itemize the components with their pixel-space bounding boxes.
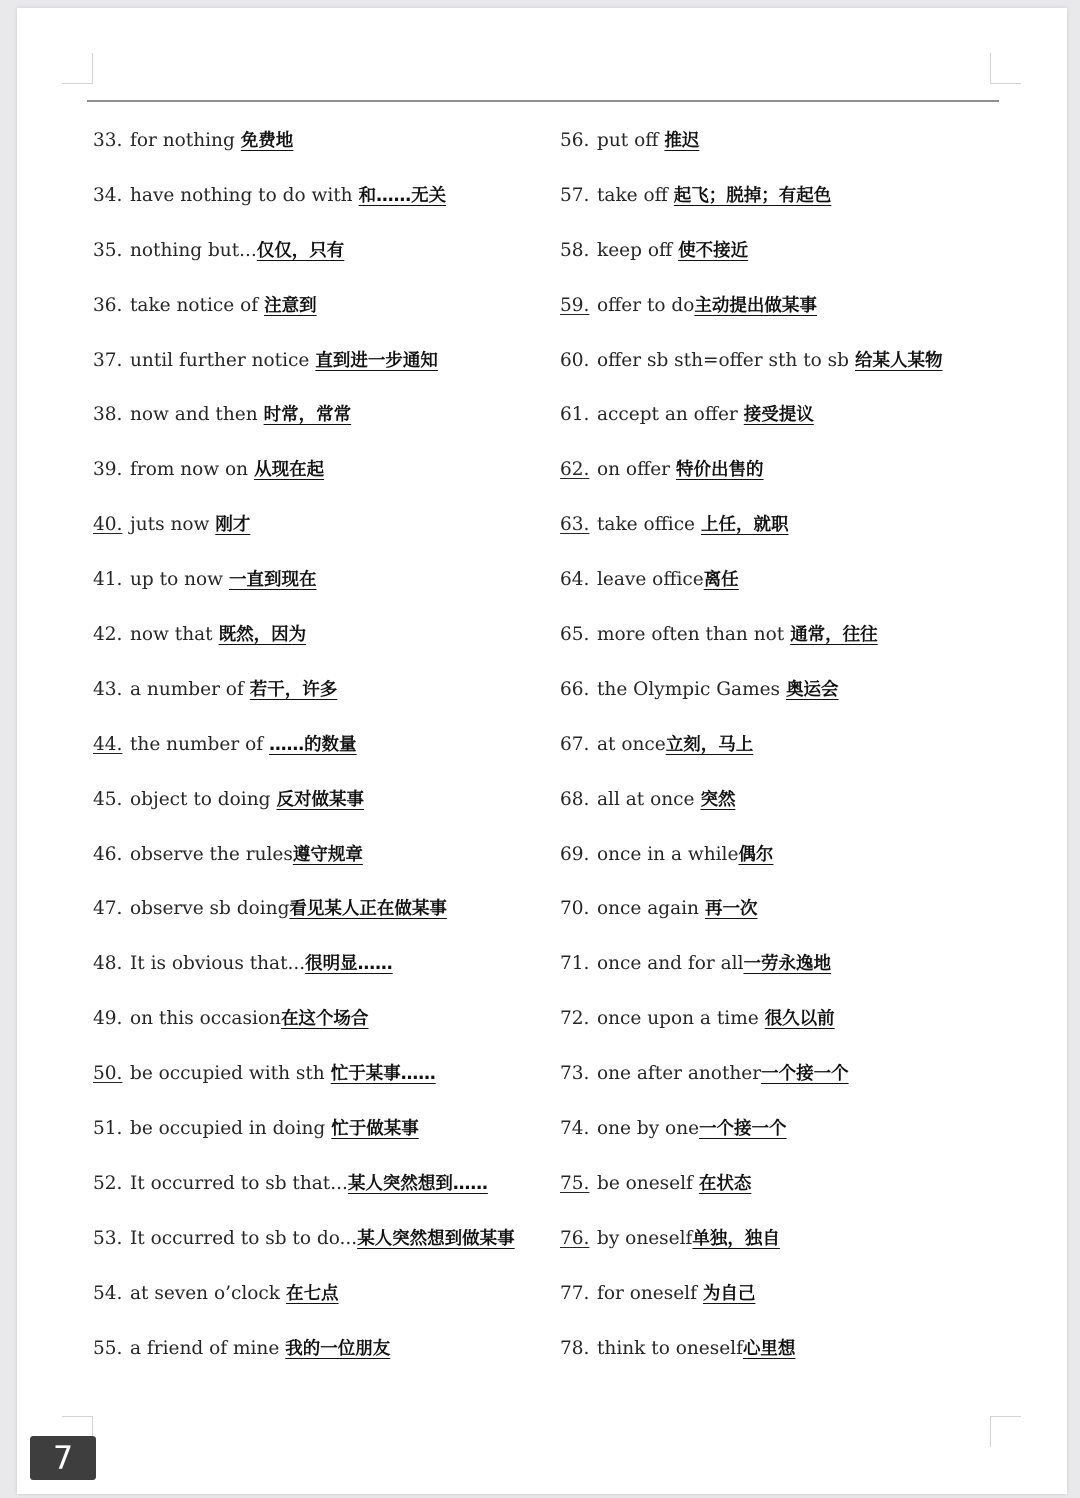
entry-number: 50. bbox=[93, 1063, 123, 1085]
english-phrase: observe sb doing bbox=[130, 898, 290, 920]
entry-number: 57. bbox=[560, 184, 590, 206]
english-phrase: up to now bbox=[130, 569, 223, 591]
english-phrase: take notice of bbox=[130, 294, 259, 316]
phrase-entry bbox=[560, 992, 1030, 1047]
phrase-entry bbox=[560, 1102, 1030, 1157]
chinese-meaning: 一个接一个 bbox=[699, 1119, 787, 1140]
phrase-entry bbox=[560, 1212, 1030, 1267]
chinese-meaning: 再一次 bbox=[704, 899, 758, 920]
english-phrase: by oneself bbox=[597, 1227, 693, 1249]
phrase-entry bbox=[560, 224, 1030, 279]
entry-number: 76. bbox=[560, 1227, 590, 1249]
entry-number: 44. bbox=[93, 733, 123, 755]
document-page bbox=[17, 8, 1067, 1494]
english-phrase: juts now bbox=[130, 514, 210, 536]
chinese-meaning: 很明显…… bbox=[305, 954, 393, 975]
english-phrase: once again bbox=[597, 898, 699, 920]
english-phrase: observe the rules bbox=[130, 843, 293, 865]
english-phrase: the number of bbox=[130, 733, 264, 755]
entry-number: 68. bbox=[560, 788, 590, 810]
header-rule bbox=[87, 100, 999, 102]
phrase-entry bbox=[560, 498, 1030, 553]
phrase-entry bbox=[93, 937, 563, 992]
entry-number: 78. bbox=[560, 1337, 590, 1359]
phrase-entry bbox=[93, 334, 563, 389]
phrase-entry bbox=[560, 279, 1030, 334]
chinese-meaning: 刚才 bbox=[215, 515, 251, 536]
entry-number: 37. bbox=[93, 349, 123, 371]
english-phrase: one after another bbox=[597, 1063, 762, 1085]
phrase-entry bbox=[560, 718, 1030, 773]
english-phrase: now that bbox=[130, 624, 213, 646]
chinese-meaning: 在状态 bbox=[698, 1173, 752, 1194]
phrase-entry bbox=[560, 663, 1030, 718]
chinese-meaning: 为自己 bbox=[702, 1283, 756, 1304]
entry-number: 45. bbox=[93, 788, 123, 810]
entry-number: 62. bbox=[560, 459, 590, 481]
chinese-meaning: 心里想 bbox=[742, 1338, 796, 1359]
chinese-meaning: 某人突然想到…… bbox=[347, 1173, 488, 1194]
entry-number: 69. bbox=[560, 843, 590, 865]
phrase-entry bbox=[93, 1157, 563, 1212]
entry-number: 36. bbox=[93, 294, 123, 316]
phrase-entry bbox=[93, 169, 563, 224]
phrase-entry bbox=[560, 443, 1030, 498]
english-phrase: a friend of mine bbox=[130, 1337, 280, 1359]
chinese-meaning: 给某人某物 bbox=[854, 350, 943, 371]
entry-number: 49. bbox=[93, 1008, 123, 1030]
entry-number: 67. bbox=[560, 733, 590, 755]
chinese-meaning: 某人突然想到做某事 bbox=[357, 1228, 515, 1249]
chinese-meaning: ……的数量 bbox=[269, 734, 357, 755]
chinese-meaning: 在这个场合 bbox=[280, 1009, 369, 1030]
entry-number: 56. bbox=[560, 130, 590, 151]
entry-number: 46. bbox=[93, 843, 123, 865]
english-phrase: once in a while bbox=[597, 843, 739, 865]
chinese-meaning: 一劳永逸地 bbox=[743, 954, 831, 975]
phrase-entry bbox=[93, 1322, 563, 1377]
chinese-meaning: 和……无关 bbox=[358, 185, 447, 206]
english-phrase: accept an offer bbox=[597, 404, 738, 426]
english-phrase: be occupied in doing bbox=[130, 1118, 326, 1140]
chinese-meaning: 上任，就职 bbox=[701, 515, 789, 536]
english-phrase: It occurred to sb to do... bbox=[130, 1227, 358, 1249]
english-phrase: a number of bbox=[130, 678, 244, 700]
chinese-meaning: 遵守规章 bbox=[292, 844, 363, 865]
phrase-entry bbox=[560, 169, 1030, 224]
chinese-meaning: 偶尔 bbox=[738, 844, 774, 865]
chinese-meaning: 很久以前 bbox=[764, 1009, 835, 1030]
crop-mark-top-right bbox=[990, 53, 1021, 84]
crop-mark-bottom-right bbox=[990, 1416, 1021, 1447]
english-phrase: all at once bbox=[597, 788, 695, 810]
chinese-meaning: 突然 bbox=[700, 789, 736, 810]
english-phrase: leave office bbox=[597, 569, 704, 591]
entry-number: 70. bbox=[560, 898, 590, 920]
phrase-entry bbox=[93, 553, 563, 608]
entry-number: 54. bbox=[93, 1282, 123, 1304]
chinese-meaning: 忙于某事…… bbox=[330, 1064, 436, 1085]
phrase-entry bbox=[560, 882, 1030, 937]
phrase-entry bbox=[560, 1157, 1030, 1212]
phrase-entry bbox=[93, 882, 563, 937]
chinese-meaning: 离任 bbox=[703, 570, 739, 591]
phrase-entry bbox=[560, 937, 1030, 992]
phrase-entry bbox=[560, 773, 1030, 828]
english-phrase: keep off bbox=[597, 239, 673, 261]
page-number-badge: 7 bbox=[30, 1436, 96, 1480]
chinese-meaning: 起飞；脱掉；有起色 bbox=[673, 185, 832, 206]
entry-number: 41. bbox=[93, 569, 123, 591]
chinese-meaning: 接受提议 bbox=[743, 405, 814, 426]
entry-number: 40. bbox=[93, 514, 123, 536]
phrase-entry bbox=[93, 1267, 563, 1322]
entry-number: 48. bbox=[93, 953, 123, 975]
phrase-entry bbox=[93, 279, 563, 334]
chinese-meaning: 反对做某事 bbox=[276, 789, 364, 810]
chinese-meaning: 推迟 bbox=[664, 131, 700, 151]
english-phrase: take off bbox=[597, 184, 668, 206]
chinese-meaning: 通常，往往 bbox=[790, 625, 878, 646]
phrase-entry bbox=[93, 443, 563, 498]
english-phrase: think to oneself bbox=[597, 1337, 743, 1359]
chinese-meaning: 看见某人正在做某事 bbox=[289, 899, 447, 920]
entry-number: 59. bbox=[560, 294, 590, 316]
phrase-entry bbox=[560, 553, 1030, 608]
english-phrase: It is obvious that... bbox=[130, 953, 306, 975]
chinese-meaning: 单独，独自 bbox=[692, 1228, 780, 1249]
phrase-entry bbox=[93, 1102, 563, 1157]
chinese-meaning: 我的一位朋友 bbox=[285, 1338, 391, 1359]
phrase-entry bbox=[560, 1047, 1030, 1102]
chinese-meaning: 仅仅，只有 bbox=[256, 240, 345, 261]
phrase-entry bbox=[560, 388, 1030, 443]
chinese-meaning: 既然，因为 bbox=[218, 625, 307, 646]
phrase-entry bbox=[93, 663, 563, 718]
english-phrase: for oneself bbox=[597, 1282, 697, 1304]
english-phrase: at seven o’clock bbox=[130, 1282, 280, 1304]
chinese-meaning: 主动提出做某事 bbox=[694, 295, 817, 316]
crop-mark-top-left bbox=[62, 53, 93, 84]
chinese-meaning: 免费地 bbox=[240, 131, 294, 151]
phrase-entry bbox=[93, 1047, 563, 1102]
chinese-meaning: 忙于做某事 bbox=[331, 1119, 419, 1140]
chinese-meaning: 注意到 bbox=[264, 295, 317, 316]
english-phrase: take office bbox=[597, 514, 696, 536]
english-phrase: now and then bbox=[130, 404, 258, 426]
phrase-entry bbox=[93, 498, 563, 553]
entry-number: 52. bbox=[93, 1172, 123, 1194]
phrase-entry bbox=[93, 718, 563, 773]
english-phrase: put off bbox=[597, 130, 659, 151]
english-phrase: have nothing to do with bbox=[130, 184, 353, 206]
entry-number: 71. bbox=[560, 953, 590, 975]
english-phrase: at once bbox=[597, 733, 666, 755]
chinese-meaning: 立刻，马上 bbox=[665, 734, 754, 755]
phrase-entry bbox=[560, 334, 1030, 389]
chinese-meaning: 奥运会 bbox=[786, 679, 839, 700]
english-phrase: object to doing bbox=[130, 788, 271, 810]
entry-number: 65. bbox=[560, 624, 590, 646]
english-phrase: offer to do bbox=[597, 294, 695, 316]
english-phrase: nothing but... bbox=[130, 239, 257, 261]
english-phrase: It occurred to sb that... bbox=[130, 1172, 348, 1194]
english-phrase: offer sb sth=offer sth to sb bbox=[597, 349, 849, 371]
entry-number: 58. bbox=[560, 239, 590, 261]
phrase-entry bbox=[93, 388, 563, 443]
entry-number: 66. bbox=[560, 678, 590, 700]
phrase-entry bbox=[560, 114, 1030, 169]
english-phrase: from now on bbox=[130, 459, 249, 481]
phrase-entry bbox=[93, 114, 563, 169]
entry-number: 35. bbox=[93, 239, 123, 261]
phrase-entry bbox=[560, 1267, 1030, 1322]
chinese-meaning: 若干，许多 bbox=[249, 679, 338, 700]
phrase-entry bbox=[93, 828, 563, 883]
entry-number: 42. bbox=[93, 624, 123, 646]
phrase-entry bbox=[93, 773, 563, 828]
phrase-entry bbox=[93, 608, 563, 663]
entry-number: 72. bbox=[560, 1008, 590, 1030]
chinese-meaning: 时常，常常 bbox=[263, 405, 352, 426]
entry-number: 47. bbox=[93, 898, 123, 920]
english-phrase: on this occasion bbox=[130, 1008, 281, 1030]
english-phrase: on offer bbox=[597, 459, 671, 481]
english-phrase: the Olympic Games bbox=[597, 678, 781, 700]
chinese-meaning: 一个接一个 bbox=[761, 1064, 849, 1085]
phrase-list-right bbox=[560, 114, 1030, 1376]
english-phrase: for nothing bbox=[130, 130, 235, 151]
entry-number: 39. bbox=[93, 459, 123, 481]
phrase-entry bbox=[93, 224, 563, 279]
entry-number: 61. bbox=[560, 404, 590, 426]
phrase-entry bbox=[93, 992, 563, 1047]
phrase-entry bbox=[93, 1212, 563, 1267]
chinese-meaning: 在七点 bbox=[286, 1283, 339, 1304]
entry-number: 38. bbox=[93, 404, 123, 426]
chinese-meaning: 从现在起 bbox=[254, 460, 325, 481]
phrase-list-left bbox=[93, 114, 563, 1376]
entry-number: 60. bbox=[560, 349, 590, 371]
entry-number: 64. bbox=[560, 569, 590, 591]
entry-number: 43. bbox=[93, 678, 123, 700]
entry-number: 53. bbox=[93, 1227, 123, 1249]
english-phrase: once upon a time bbox=[597, 1008, 759, 1030]
english-phrase: be oneself bbox=[597, 1172, 693, 1194]
entry-number: 34. bbox=[93, 184, 123, 206]
phrase-entry bbox=[560, 1322, 1030, 1377]
entry-number: 73. bbox=[560, 1063, 590, 1085]
entry-number: 55. bbox=[93, 1337, 123, 1359]
chinese-meaning: 一直到现在 bbox=[228, 570, 317, 591]
phrase-entry bbox=[560, 608, 1030, 663]
english-phrase: one by one bbox=[597, 1118, 700, 1140]
entry-number: 75. bbox=[560, 1172, 590, 1194]
phrase-entry bbox=[560, 828, 1030, 883]
entry-number: 63. bbox=[560, 514, 590, 536]
english-phrase: more often than not bbox=[597, 624, 785, 646]
entry-number: 51. bbox=[93, 1118, 123, 1140]
chinese-meaning: 特价出售的 bbox=[676, 460, 764, 481]
entry-number: 33. bbox=[93, 130, 123, 151]
chinese-meaning: 直到进一步通知 bbox=[315, 350, 438, 371]
english-phrase: once and for all bbox=[597, 953, 744, 975]
chinese-meaning: 使不接近 bbox=[678, 240, 749, 261]
entry-number: 74. bbox=[560, 1118, 590, 1140]
english-phrase: until further notice bbox=[130, 349, 310, 371]
entry-number: 77. bbox=[560, 1282, 590, 1304]
english-phrase: be occupied with sth bbox=[130, 1063, 325, 1085]
